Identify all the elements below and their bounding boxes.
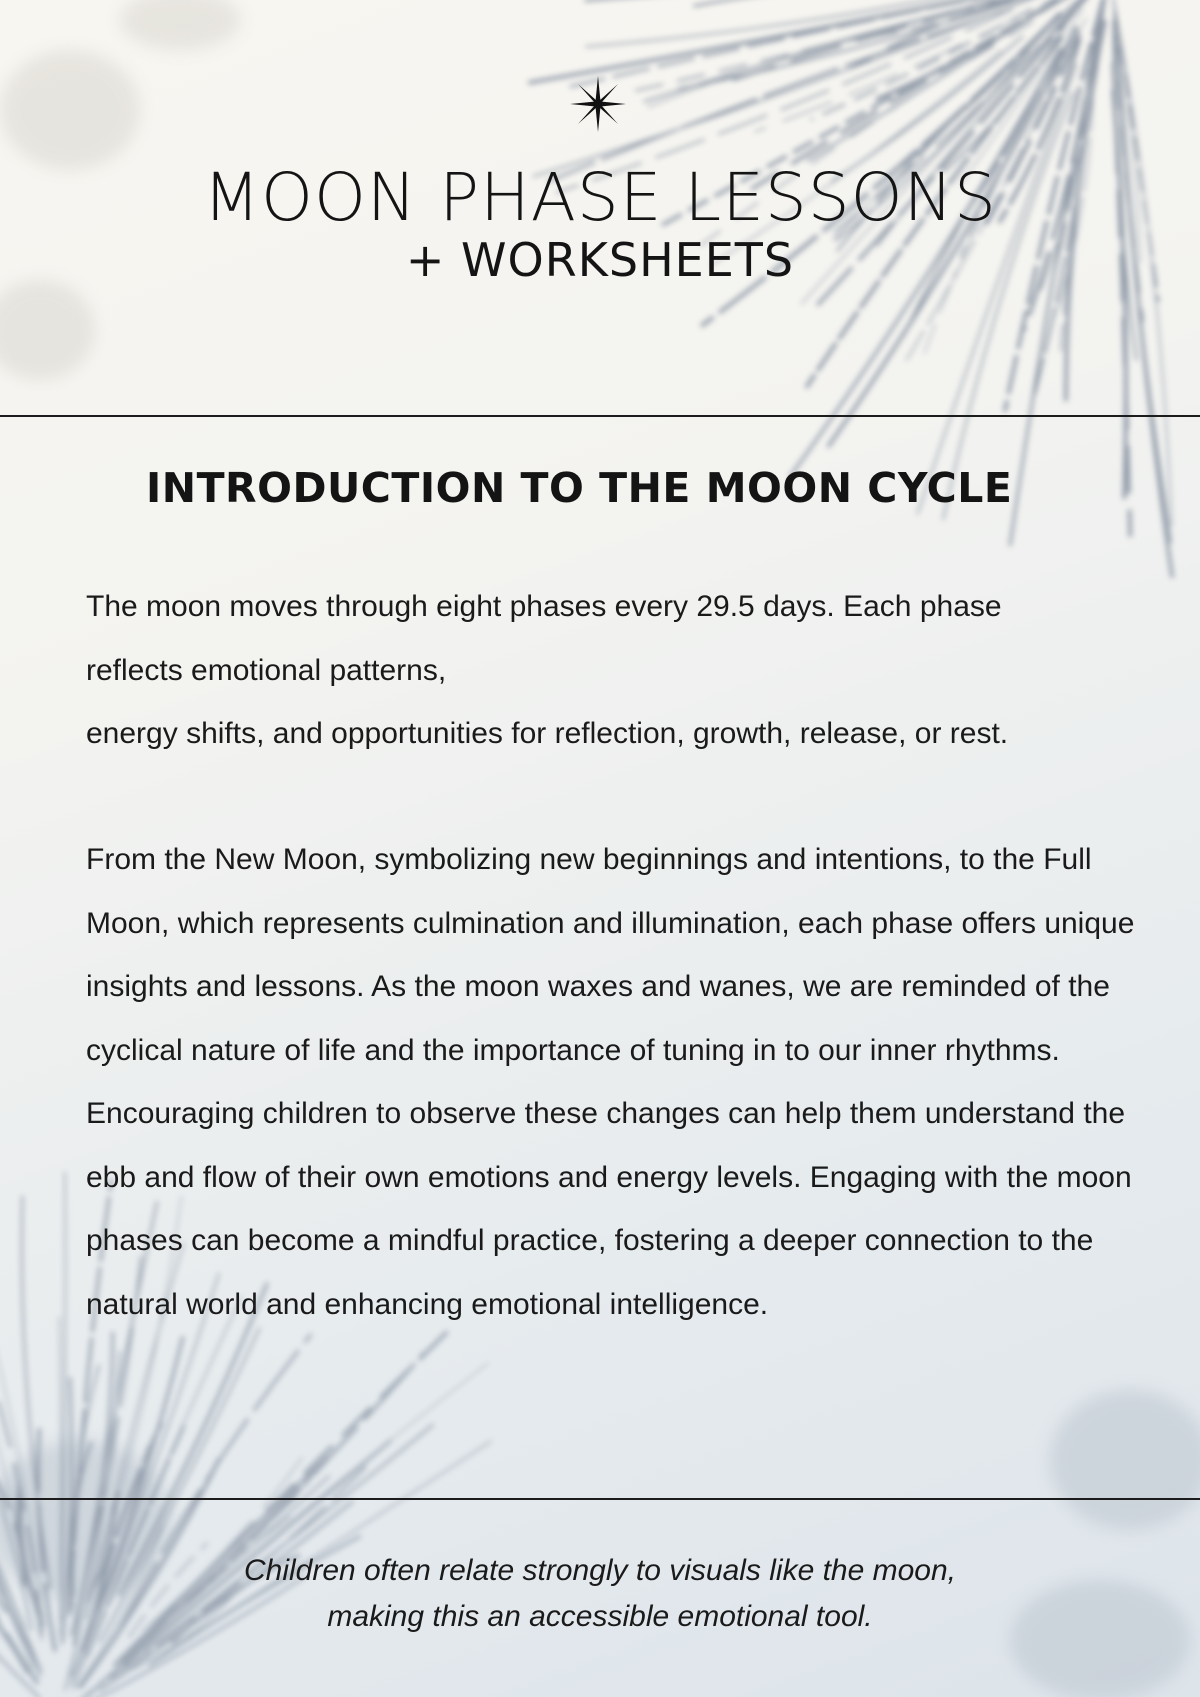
intro-line-1: The moon moves through eight phases every 29.5 days. Each phase xyxy=(86,590,1002,623)
section-heading: INTRODUCTION TO THE MOON CYCLE xyxy=(146,464,1013,512)
ink-stroke xyxy=(808,43,994,160)
top-divider xyxy=(0,415,1200,417)
bottom-divider xyxy=(0,1498,1200,1500)
footer-quote-line-2: making this an accessible emotional tool. xyxy=(327,1600,873,1633)
intro-line-3: energy shifts, and opportunities for reflection, growth, release, or rest. xyxy=(86,717,1009,750)
page-title: MOON PHASE LESSONS xyxy=(203,159,997,236)
eight-point-star-icon xyxy=(570,76,626,132)
phases-paragraph: From the New Moon, symbolizing new beginnings and intentions, to the Full Moon, which represents culmination and illumination, each phase offers unique insights and lessons. As the moon waxes and wanes, we are reminded of the cyclical nature of life and the importance of tuning in to our inner rhythms. Encouraging children to observe these changes can help them understand the ebb and flow of their own emotions and energy levels. Engaging with the moon phases can become a mindful practice, fostering a deeper connection to the natural world and enhancing emotional intelligence. xyxy=(86,843,1135,1321)
page-subtitle: + WORKSHEETS xyxy=(405,233,795,287)
footer-quote-line-1: Children often relate strongly to visuals like the moon, xyxy=(243,1554,957,1587)
intro-line-2: reflects emotional patterns, xyxy=(86,653,447,687)
footer-quote xyxy=(0,1548,1200,1640)
intro-paragraph xyxy=(86,575,1146,766)
